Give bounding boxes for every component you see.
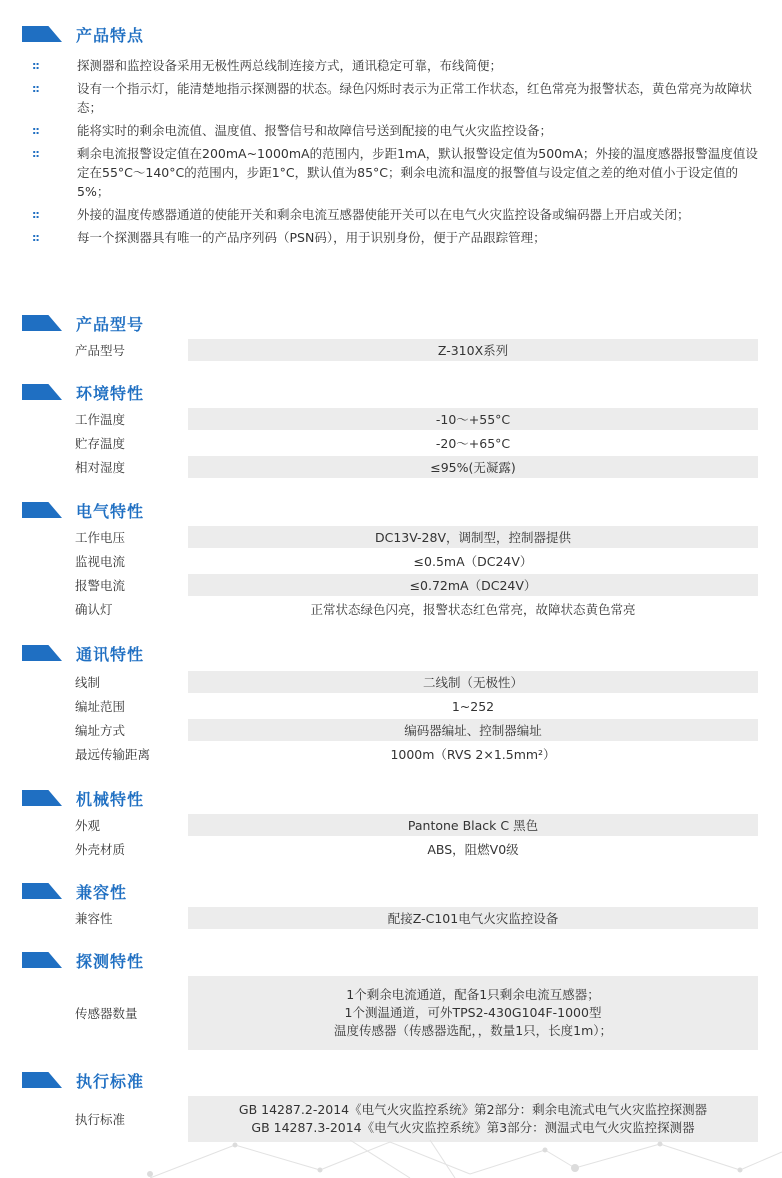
feature-text: 外接的温度传感器通道的使能开关和剩余电流互感器使能开关可以在电气火灾监控设备或编码器上开启或关闭； [77,207,690,222]
table-row [75,719,758,741]
row-value: 1000m（RVS 2×1.5mm²） [390,747,556,762]
row-label: 工作温度 [75,412,126,427]
section-title: 电气特性 [76,501,145,521]
row-value: ≤0.5mA（DC24V） [413,554,533,569]
row-label: 传感器数量 [75,1006,138,1021]
row-value: DC13V-28V，调制型，控制器提供 [188,526,758,548]
section-header-model [22,311,144,335]
section-flag-icon [22,26,62,42]
row-label: 兼容性 [75,911,113,926]
section-header-environment [22,380,144,404]
table-row [75,432,758,454]
row-value: 编码器编址、控制器编址 [188,719,758,741]
bullet-icon: :: [32,147,39,160]
feature-text: 设有一个指示灯，能清楚地指示探测器的状态。绿色闪烁时表示为正常工作状态，红色常亮为报警状态，黄色常亮为故障状态； [77,81,753,115]
row-value: GB 14287.2-2014《电气火灾监控系统》第2部分：剩余电流式电气火灾监控探测器 GB 14287.3-2014《电气火灾监控系统》第3部分：测温式电气火灾监控探测器 [188,1096,758,1142]
row-value: Pantone Black C 黑色 [188,814,758,836]
row-value: 配接Z-C101电气火灾监控设备 [188,907,758,929]
row-value: 二线制（无极性） [188,671,758,693]
row-label: 编址方式 [75,723,126,738]
bullet-icon: :: [32,82,39,95]
section-title: 环境特性 [76,383,145,403]
section-header-compatibility [22,879,127,903]
list-item [30,56,760,75]
section-title: 机械特性 [76,789,145,809]
feature-text: 每一个探测器具有唯一的产品序列码（PSN码），用于识别身份，便于产品跟踪管理； [77,230,546,245]
table-row [75,838,758,860]
table-row [75,695,758,717]
row-value: ABS，阻燃V0级 [427,842,519,857]
list-item [30,228,760,247]
section-header-features [22,22,144,46]
section-flag-icon [22,790,62,806]
row-label: 相对湿度 [75,460,126,475]
bullet-icon: :: [32,124,39,137]
row-value: 1个剩余电流通道，配备1只剩余电流互感器； 1个测温通道，可外TPS2-430G104F-1000型 温度传感器（传感器选配，，数量1只，长度1m）； [188,976,758,1050]
table-row [75,456,758,478]
section-flag-icon [22,384,62,400]
feature-text: 探测器和监控设备采用无极性两总线制连接方式，通讯稳定可靠，布线简便； [77,58,503,73]
row-label: 外观 [75,818,101,833]
section-flag-icon [22,883,62,899]
table-row [75,814,758,836]
table-row [75,526,758,548]
bullet-icon: :: [32,231,39,244]
bullet-icon: :: [32,208,39,221]
table-row [75,574,758,596]
row-label: 监视电流 [75,554,126,569]
table-row [75,339,758,361]
table-row [75,1096,758,1142]
table-row [75,408,758,430]
list-item [30,144,760,201]
row-value: ≤95%(无凝露) [188,456,758,478]
section-title: 探测特性 [76,951,145,971]
table-row [75,550,758,572]
section-header-mechanical [22,786,144,810]
network-pattern-decoration [0,1140,782,1178]
row-label: 贮存温度 [75,436,126,451]
section-header-detection [22,948,144,972]
row-label: 确认灯 [75,602,113,617]
row-label: 线制 [75,675,101,690]
row-value: 正常状态绿色闪亮，报警状态红色常亮，故障状态黄色常亮 [310,602,636,617]
row-label: 执行标准 [75,1112,126,1127]
row-label: 外壳材质 [75,842,126,857]
feature-text: 能将实时的剩余电流值、温度值、报警信号和故障信号送到配接的电气火灾监控设备； [77,123,553,138]
section-title: 产品特点 [76,25,145,45]
row-label: 编址范围 [75,699,126,714]
section-flag-icon [22,952,62,968]
section-title: 通讯特性 [76,644,145,664]
section-title: 执行标准 [76,1071,145,1091]
row-label: 报警电流 [75,578,126,593]
bullet-icon: :: [32,59,39,72]
section-flag-icon [22,1072,62,1088]
row-value: -10～+55°C [188,408,758,430]
feature-list [30,56,760,251]
section-flag-icon [22,315,62,331]
section-title: 产品型号 [76,314,145,334]
section-flag-icon [22,645,62,661]
row-value: Z-310X系列 [188,339,758,361]
row-value: ≤0.72mA（DC24V） [188,574,758,596]
row-label: 最远传输距离 [75,747,151,762]
row-value: -20～+65°C [435,436,511,451]
table-row [75,976,758,1050]
section-header-standard [22,1068,144,1092]
row-label: 工作电压 [75,530,126,545]
table-row [75,743,758,765]
section-flag-icon [22,502,62,518]
feature-text: 剩余电流报警设定值在200mA~1000mA的范围内，步距1mA，默认报警设定值为500mA；外接的温度感器报警温度值设定在55°C～140°C的范围内，步距1°C，默认值为85°C；剩余电流和温度的报警值与设定值之差的绝对值小于设定值的5%； [77,146,758,199]
list-item [30,79,760,117]
list-item [30,121,760,140]
section-header-communication [22,641,144,665]
table-row [75,671,758,693]
row-label: 产品型号 [75,343,126,358]
list-item [30,205,760,224]
section-header-electrical [22,498,144,522]
table-row [75,598,758,620]
row-value: 1~252 [451,698,495,714]
section-title: 兼容性 [76,882,128,902]
table-row [75,907,758,929]
